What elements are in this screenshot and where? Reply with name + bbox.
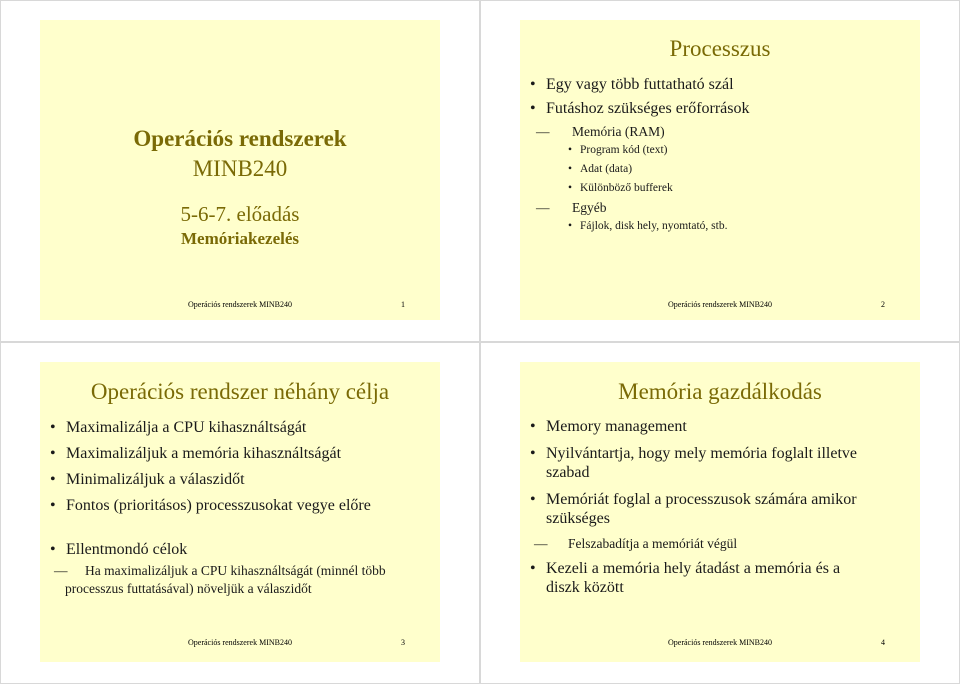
slide-1 (40, 20, 440, 320)
list-item-label: Egyéb (572, 200, 607, 215)
slide-2 (520, 20, 920, 320)
list-item-line-2: diszk között (546, 579, 624, 596)
slide-4-page-number: 4 (881, 638, 885, 647)
list-item: • Fontos (prioritásos) processzusokat vegye előre (48, 496, 433, 515)
slide-3 (40, 362, 440, 662)
list-item-line-1: Ha maximalizáljuk a CPU kihasználtságát (minnél több (85, 563, 386, 578)
slide-3-footer: Operációs rendszerek MINB240 (188, 638, 292, 647)
list-item (528, 559, 913, 597)
slide-2-page-number: 2 (881, 300, 885, 309)
dash-icon: — (534, 536, 548, 551)
list-item-line-1: Memóriát foglal a processzusok számára amikor (546, 491, 857, 508)
list-item-label: Memória (RAM) (572, 124, 665, 139)
list-item: • Futáshoz szükséges erőforrások (528, 99, 913, 118)
slide-3-page-number: 3 (401, 638, 405, 647)
list-item: • Adat (data) (528, 160, 913, 179)
list-item: • Egy vagy több futtatható szál (528, 75, 913, 94)
list-item (528, 122, 913, 141)
list-item: • Minimalizáljuk a válaszidőt (48, 470, 433, 489)
slide-1-title: Operációs rendszerek (133, 126, 347, 151)
list-item-line-2: processzus futtatásával) növeljük a válaszidőt (65, 581, 312, 596)
list-item-line-2: szükséges (546, 510, 610, 527)
slide-4 (520, 362, 920, 662)
slide-2-title: Processzus (669, 36, 771, 61)
slide-4-bullet-list (528, 417, 913, 597)
slide-1-course: MINB240 (192, 156, 288, 181)
dash-icon: — (536, 200, 550, 215)
dash-icon: — (54, 563, 68, 578)
slide-3-title: Operációs rendszer néhány célja (90, 379, 390, 404)
slide-4-title: Memória gazdálkodás (618, 379, 822, 404)
slide-1-footer: Operációs rendszerek MINB240 (188, 300, 292, 309)
slide-2-bullet-list (528, 75, 913, 236)
list-item-line-1: Nyilvántartja, hogy mely memória foglalt illetve (546, 445, 858, 462)
list-item: • Különböző bufferek (528, 179, 913, 198)
slide-2-footer: Operációs rendszerek MINB240 (668, 300, 772, 309)
slide-3-bullet-list (48, 418, 433, 598)
list-item: • Program kód (text) (528, 141, 913, 160)
list-item (48, 562, 433, 598)
list-item: • Maximalizálja a CPU kihasználtságát (48, 418, 433, 437)
list-item (528, 490, 913, 528)
list-item: • Ellentmondó célok (48, 540, 433, 559)
list-item-label: Felszabadítja a memóriát végül (568, 536, 738, 551)
slide-4-footer: Operációs rendszerek MINB240 (668, 638, 772, 647)
list-item (528, 534, 913, 553)
slide-1-topic: Memóriakezelés (181, 229, 299, 248)
list-item: • Memory management (528, 417, 913, 436)
slide-1-lecture: 5-6-7. előadás (180, 202, 300, 226)
list-item (528, 198, 913, 217)
list-item (528, 444, 913, 482)
slide-1-page-number: 1 (401, 300, 405, 309)
list-item: • Fájlok, disk hely, nyomtató, stb. (528, 217, 913, 236)
dash-icon: — (536, 124, 550, 139)
list-item: • Maximalizáljuk a memória kihasználtságát (48, 444, 433, 463)
list-item-line-2: szabad (546, 464, 590, 481)
list-item-line-1: Kezeli a memória hely átadást a memória és a (546, 560, 841, 577)
